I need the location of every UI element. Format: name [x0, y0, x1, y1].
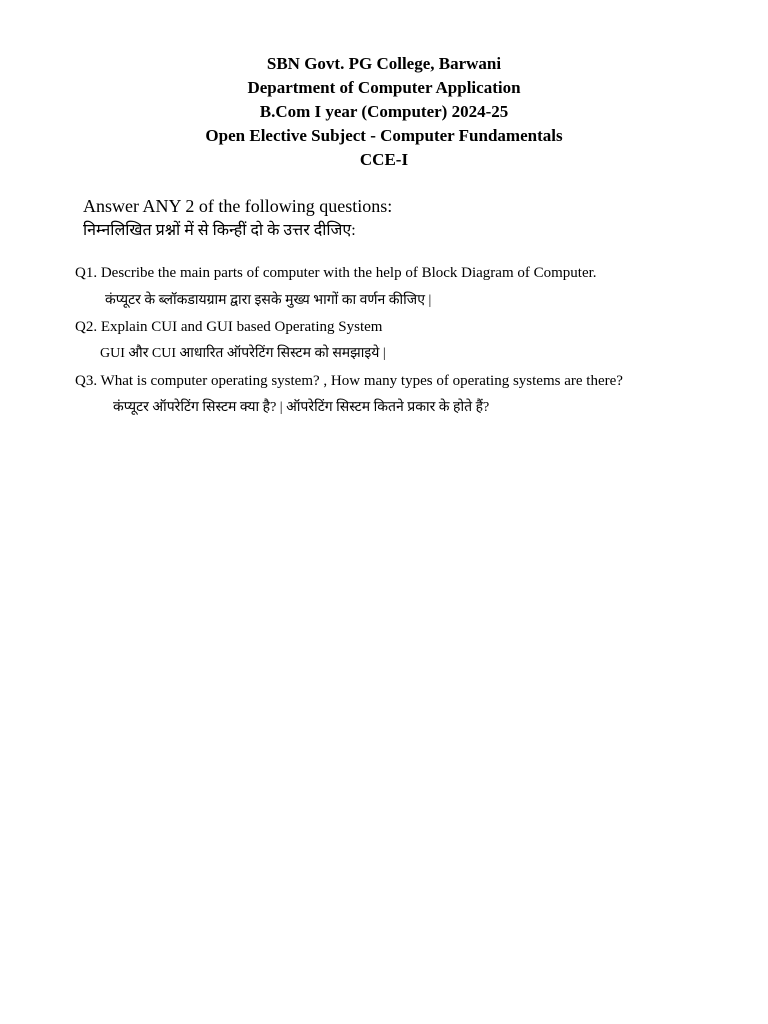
document-header [0, 52, 768, 172]
instruction-hindi: निम्नलिखित प्रश्नों में से किन्हीं दो के उत्तर दीजिए: [83, 222, 356, 239]
question-1-hindi: कंप्यूटर के ब्लॉकडायग्राम द्वारा इसके मुख्य भागों का वर्णन कीजिए | [105, 293, 432, 308]
question-2-english: Q2. Explain CUI and GUI based Operating System [75, 319, 383, 335]
college-name: SBN Govt. PG College, Barwani [266, 54, 502, 73]
question-1-english: Q1. Describe the main parts of computer with the help of Block Diagram of Computer. [75, 265, 597, 281]
course-name: B.Com I year (Computer) 2024-25 [259, 102, 509, 121]
question-3-english: Q3. What is computer operating system? , How many types of operating systems are there? [75, 373, 623, 389]
exam-name: CCE-I [359, 150, 409, 169]
question-3-hindi: कंप्यूटर ऑपरेटिंग सिस्टम क्या है? | ऑपरेटिंग सिस्टम कितने प्रकार के होते हैं? [113, 400, 490, 415]
subject-name: Open Elective Subject - Computer Fundamentals [205, 126, 563, 145]
question-2-hindi: GUI और CUI आधारित ऑपरेटिंग सिस्टम को समझाइये | [100, 346, 386, 361]
department-name: Department of Computer Application [247, 78, 521, 97]
instruction-english: Answer ANY 2 of the following questions: [83, 196, 393, 216]
